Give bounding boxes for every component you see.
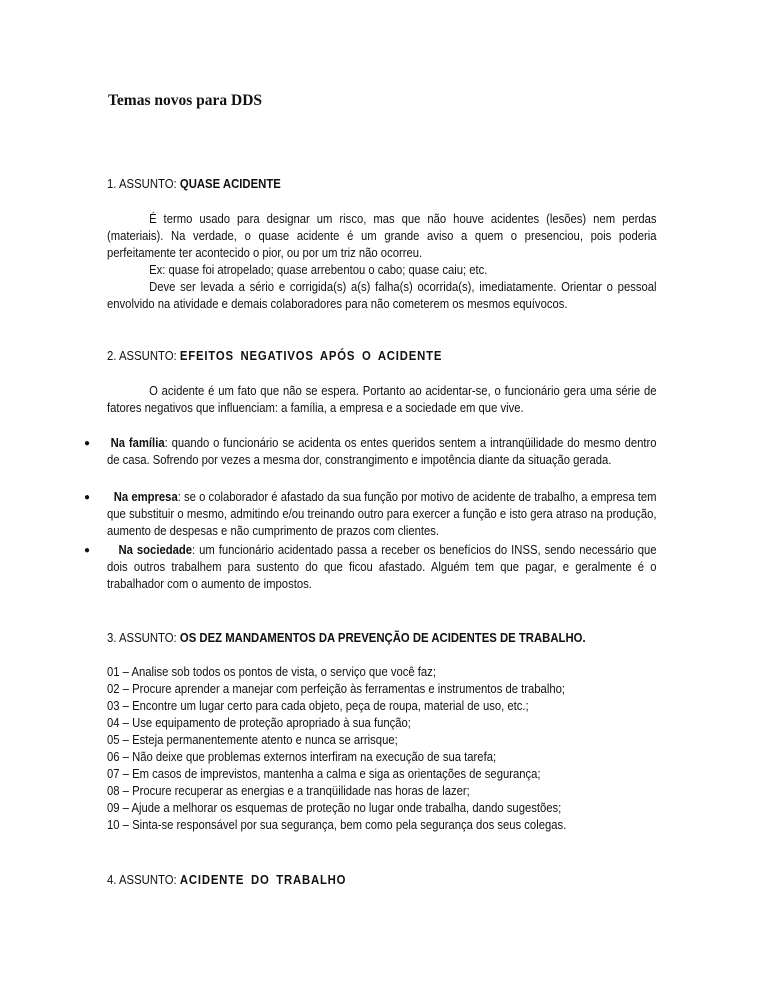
commandment-item: 07 – Em casos de imprevistos, mantenha a calma e siga as orientações de segurança; <box>107 767 541 781</box>
bullet-label: Na empresa <box>113 490 178 504</box>
list-item <box>107 435 657 469</box>
commandment-item: 02 – Procure aprender a manejar com perfeição às ferramentas e instrumentos de trabalho; <box>107 682 566 696</box>
bullet-icon: ● <box>84 545 91 556</box>
bullet-label: Na família <box>110 436 165 450</box>
list-item <box>107 489 657 540</box>
bullet-label: Na sociedade <box>118 543 193 557</box>
section-1-example: Ex: quase foi atropelado; quase arrebentou o cabo; quase caiu; etc. <box>149 263 488 277</box>
commandment-item: 03 – Encontre um lugar certo para cada objeto, peça de roupa, material de uso, etc.; <box>107 699 529 713</box>
commandment-item: 09 – Ajude a melhorar os esquemas de proteção no lugar onde trabalha, dando sugestões; <box>107 801 562 815</box>
list-item <box>107 542 657 593</box>
section-1-paragraph-2: Deve ser levada a sério e corrigida(s) a(s) falha(s) ocorrida(s), imediatamente. Orientar o pessoal envolvido na atividade e demais colaboradores para não cometerem os mesmos equívocos. <box>107 280 657 311</box>
section-3-heading <box>107 631 586 645</box>
section-1-topic: QUASE ACIDENTE <box>179 177 281 191</box>
commandment-item: 05 – Esteja permanentemente atento e nunca se arrisque; <box>107 733 398 747</box>
bullet-text: : se o colaborador é afastado da sua função por motivo de acidente de trabalho, a empresa tem que substituir o mesmo, admitindo e/ou treinando outro para exercer a função e isto gera atraso na produção, aumento de despesas e não cumprimento de prazos com clientes. <box>107 490 657 538</box>
section-3-prefix: 3. ASSUNTO: <box>107 631 180 645</box>
commandment-item: 06 – Não deixe que problemas externos interfiram na execução de sua tarefa; <box>107 750 497 764</box>
bullet-text: : quando o funcionário se acidenta os entes queridos sentem a intranqüilidade do mesmo dentro de casa. Sofrendo por vezes a mesma dor, constrangimento e impotência diante da situação gerada. <box>107 436 657 467</box>
bullet-icon: ● <box>84 438 91 449</box>
section-1-paragraph: É termo usado para designar um risco, mas que não houve acidentes (lesões) nem perdas (materiais). Na verdade, o quase acidente é um grande aviso a quem o presenciou, pois poderia perfeitamente ter acontecido o pior, ou por um triz não ocorreu. <box>107 212 657 260</box>
section-2-prefix: 2. ASSUNTO: <box>107 349 180 363</box>
commandment-item: 10 – Sinta-se responsável por sua segurança, bem como pela segurança dos seus colegas. <box>107 818 567 832</box>
section-2-intro: O acidente é um fato que não se espera. Portanto ao acidentar-se, o funcionário gera uma série de fatores negativos que influenciam: a família, a empresa e a sociedade em que vive. <box>107 384 657 415</box>
section-2-topic: EFEITOS NEGATIVOS APÓS O ACIDENTE <box>179 349 443 363</box>
section-4-prefix: 4. ASSUNTO: <box>107 873 180 887</box>
bullet-text: : um funcionário acidentado passa a receber os benefícios do INSS, sendo necessário que dois outros trabalhem para sustento do que ficou afastado. Alguém tem que pagar, e geralmente é o trabalhador com o aumento de impostos. <box>107 543 657 591</box>
section-3-topic: OS DEZ MANDAMENTOS DA PREVENÇÃO DE ACIDENTES DE TRABALHO. <box>179 631 586 645</box>
section-1-heading <box>107 177 281 191</box>
commandment-item: 08 – Procure recuperar as energias e a tranqüilidade nas horas de lazer; <box>107 784 470 798</box>
section-4-heading <box>107 873 346 887</box>
document-title: Temas novos para DDS <box>108 92 263 109</box>
section-4-topic: ACIDENTE DO TRABALHO <box>179 873 347 887</box>
section-1-prefix: 1. ASSUNTO: <box>107 177 180 191</box>
bullet-icon: ● <box>84 492 91 503</box>
commandment-item: 01 – Analise sob todos os pontos de vista, o serviço que você faz; <box>107 665 436 679</box>
commandment-item: 04 – Use equipamento de proteção apropriado à sua função; <box>107 716 411 730</box>
section-2-heading <box>107 349 442 363</box>
